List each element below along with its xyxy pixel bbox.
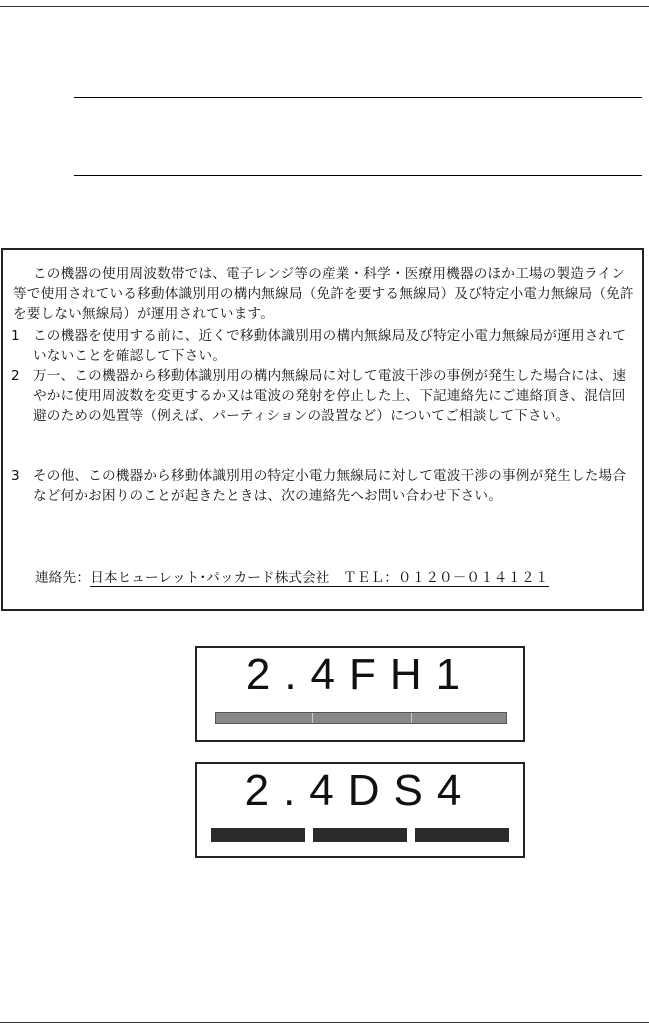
black-band-segment-3 bbox=[415, 828, 509, 842]
item-text: この機器を使用する前に、近くで移動体識別用の構内無線局及び特定小電力無線局が運用されていないことを確認して下さい。 bbox=[33, 328, 627, 364]
black-band-segment-1 bbox=[211, 828, 305, 842]
item-text: その他、この機器から移動体識別用の特定小電力無線局に対して電波干渉の事例が発生した場合など何かお困りのことが起きたときは、次の連絡先へお問い合わせ下さい。 bbox=[33, 468, 627, 504]
notice-item-2 bbox=[11, 366, 635, 426]
footer-rule bbox=[0, 1022, 649, 1023]
notice-item-1 bbox=[11, 326, 635, 366]
gray-band-bar bbox=[215, 712, 507, 724]
blank-field-line-2 bbox=[74, 175, 642, 176]
contact-line bbox=[35, 568, 635, 588]
radio-interference-notice bbox=[1, 248, 644, 611]
frequency-label-ds4 bbox=[195, 762, 525, 858]
item-number: 3 bbox=[11, 468, 20, 484]
item-number: 1 bbox=[11, 328, 20, 344]
bar-tick bbox=[312, 713, 313, 723]
frequency-code: 2.4DS4 bbox=[244, 766, 476, 815]
header-rule bbox=[0, 6, 649, 7]
notice-intro: この機器の使用周波数帯では、電子レンジ等の産業・科学・医療用機器のほか工場の製造ライン等で使用されている移動体識別用の構内無線局（免許を要する無線局）及び特定小電力無線局（免許を要しない無線局）が運用されています。 bbox=[13, 266, 634, 322]
blank-field-line-1 bbox=[74, 97, 642, 98]
frequency-label-fh1 bbox=[195, 646, 525, 742]
frequency-code: 2.4FH1 bbox=[245, 650, 475, 699]
black-band-segment-2 bbox=[313, 828, 407, 842]
item-text: 万一、この機器から移動体識別用の構内無線局に対して電波干渉の事例が発生した場合には、速やかに使用周波数を変更するか又は電波の発射を停止した上、下記連絡先にご連絡頂き、混信回避のための処置等（例えば、パーティションの設置など）についてご相談して下さい。 bbox=[33, 368, 627, 424]
contact-info: 日本ヒューレット･パッカード株式会社 ＴＥＬ：０１２０－０１４１２１ bbox=[90, 570, 549, 586]
notice-item-3 bbox=[11, 466, 635, 506]
contact-label: 連絡先： bbox=[35, 570, 91, 586]
item-number: 2 bbox=[11, 368, 20, 384]
bar-tick bbox=[411, 713, 412, 723]
